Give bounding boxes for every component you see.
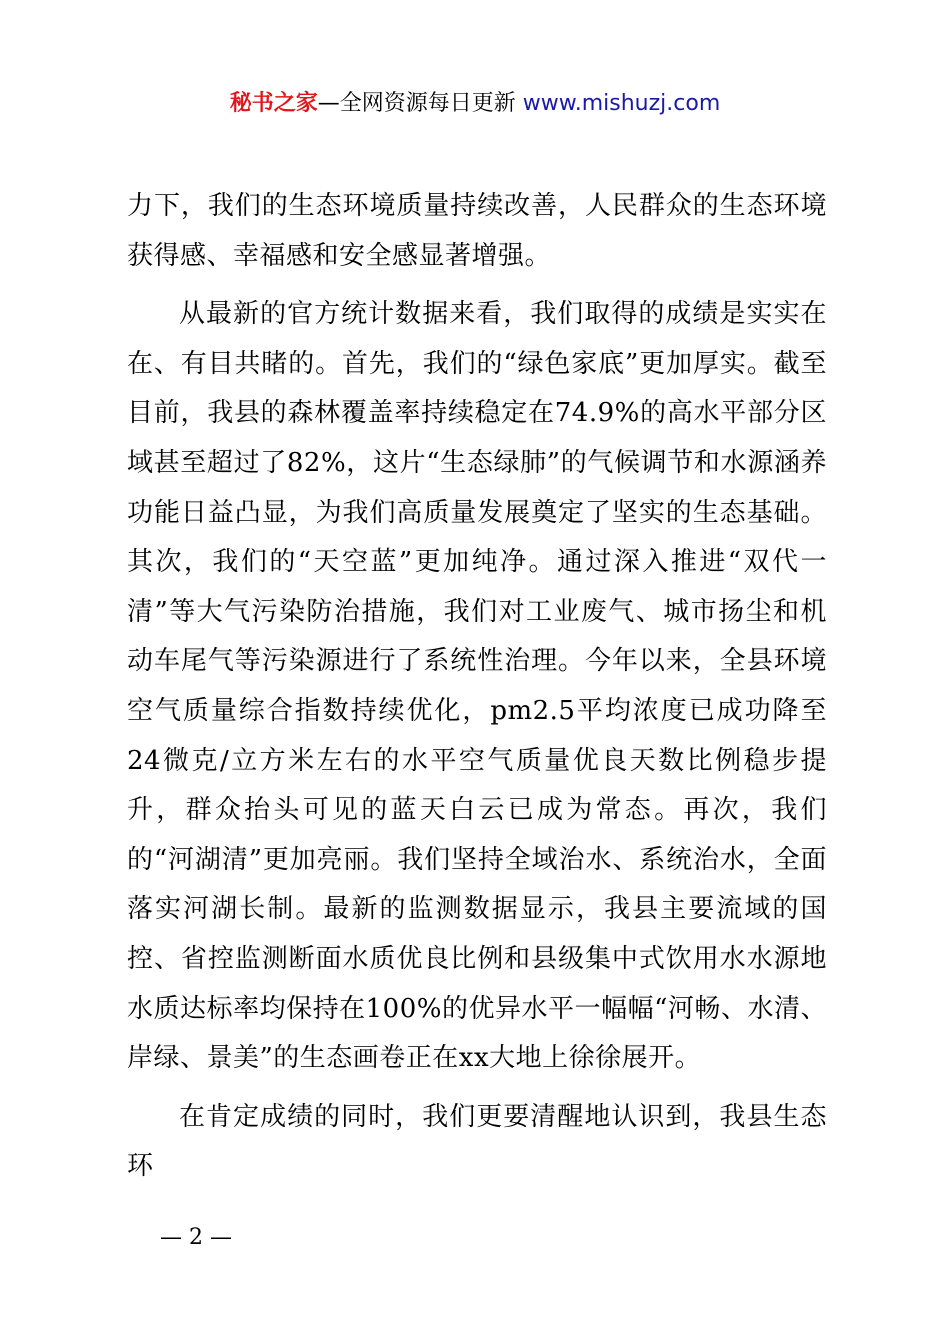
paragraph-continuation: 力下，我们的生态环境质量持续改善，人民群众的生态环境获得感、幸福感和安全感显著增强。 — [127, 191, 827, 271]
paragraph-challenges: 在肯定成绩的同时，我们更要清醒地认识到，我县生态环 — [127, 1101, 827, 1182]
header-dash: — — [317, 91, 340, 116]
page-header — [0, 88, 950, 120]
paragraph-achievements: 从最新的官方统计数据来看，我们取得的成绩是实实在在、有目共睹的。首先，我们的“绿色家底”更加厚实。截至目前，我县的森林覆盖率持续稳定在74.9%的高水平部分区域甚至超过了82%，这片“生态绿肺”的气候调节和水源涵养功能日益凸显，为我们高质量发展奠定了坚实的生态基础。其次，我们的“天空蓝”更加纯净。通过深入推进“双代一清”等大气污染防治措施，我们对工业废气、城市扬尘和机动车尾气等污染源进行了系统性治理。今年以来，全县环境空气质量综合指数持续优化，pm2.5平均浓度已成功降至24微克/立方米左右的水平空气质量优良天数比例稳步提升，群众抬头可见的蓝天白云已成为常态。再次，我们的“河湖清”更加亮丽。我们坚持全域治水、系统治水，全面落实河湖长制。最新的监测数据显示，我县主要流域的国控、省控监测断面水质优良比例和县级集中式饮用水水源地水质达标率均保持在100%的优异水平一幅幅“河畅、水清、岸绿、景美”的生态画卷正在xx大地上徐徐展开。 — [127, 299, 827, 1074]
header-tagline: 全网资源每日更新 — [339, 91, 516, 116]
document-body — [127, 182, 827, 1192]
website-link[interactable]: www.mishuzj.com — [522, 91, 721, 116]
brand-name: 秘书之家 — [229, 91, 318, 116]
page-number: — 2 — — [160, 1225, 232, 1250]
